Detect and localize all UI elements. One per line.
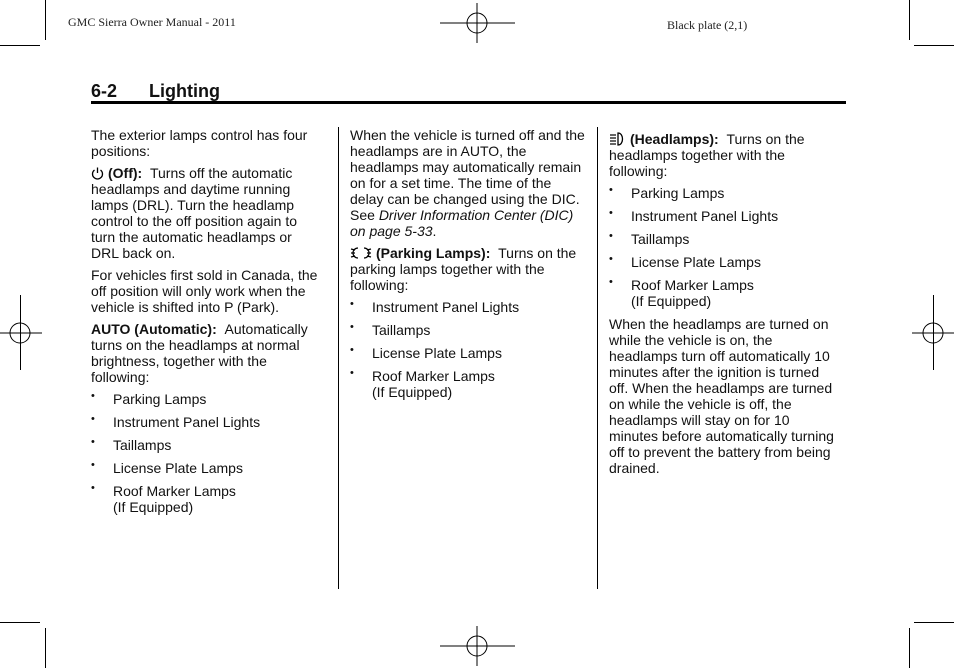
parking-lamps-icon	[350, 246, 372, 260]
dic-reference: Driver Information Center (DIC) on page 5-33	[350, 207, 574, 239]
section-heading	[91, 81, 846, 103]
column-divider	[597, 127, 598, 589]
headlamps-text: Turns on the headlamps together with the following:	[609, 131, 805, 179]
column-1	[91, 127, 323, 522]
list-item: • Roof Marker Lamps (If Equipped)	[91, 483, 323, 515]
parking-paragraph	[350, 245, 588, 293]
crop-mark	[909, 628, 910, 668]
heading-rule	[91, 101, 846, 104]
off-text: Turns off the automatic headlamps and daytime running lamps (DRL). Turn the headlamp control to the off position again to turn the automatic headlamps or DRL back on.	[91, 165, 297, 261]
plate-label: Black plate (2,1)	[667, 18, 748, 32]
column-3	[609, 127, 839, 482]
parking-lamp-list	[350, 299, 588, 400]
registration-mark-icon	[440, 626, 515, 666]
registration-mark-icon	[440, 3, 515, 43]
auto-label: AUTO (Automatic):	[91, 321, 217, 337]
crop-mark	[45, 628, 46, 668]
headlamps-paragraph	[609, 131, 839, 179]
list-item: • Parking Lamps	[91, 391, 323, 407]
auto-lamp-list	[91, 391, 323, 515]
list-item: • Instrument Panel Lights	[350, 299, 588, 315]
auto-paragraph	[91, 321, 323, 385]
off-paragraph	[91, 165, 323, 261]
manual-title: GMC Sierra Owner Manual - 2011	[68, 15, 236, 29]
period: .	[432, 223, 437, 239]
auto-off-text: When the vehicle is turned off and the headlamps are in AUTO, the headlamps may automatically remain on for a set time. The time of the delay can be changed using the DIC. See	[350, 127, 585, 223]
power-off-icon	[91, 167, 104, 180]
section-title: Lighting	[149, 81, 220, 101]
registration-mark-icon	[0, 315, 42, 351]
parking-text: Turns on the parking lamps together with the following:	[350, 245, 577, 293]
list-item: • Taillamps	[91, 437, 323, 453]
canada-paragraph: For vehicles first sold in Canada, the off position will only work when the vehicle is shifted into P (Park).	[91, 267, 318, 315]
crop-mark	[914, 622, 954, 623]
crop-mark	[914, 45, 954, 46]
off-label: (Off):	[108, 165, 143, 181]
crop-mark	[909, 0, 910, 40]
headlamp-list	[609, 185, 839, 309]
list-item: • License Plate Lamps	[609, 254, 839, 270]
registration-mark-icon	[912, 315, 954, 351]
list-item: • License Plate Lamps	[350, 345, 588, 361]
parking-label: (Parking Lamps):	[376, 245, 491, 261]
column-divider	[338, 127, 339, 589]
list-item: • Parking Lamps	[609, 185, 839, 201]
list-item: • Instrument Panel Lights	[91, 414, 323, 430]
list-item: • Instrument Panel Lights	[609, 208, 839, 224]
crop-mark	[45, 0, 46, 40]
headlamp-timer-note: When the headlamps are turned on while the vehicle is on, the headlamps turn off automatically 10 minutes after the ignition is turned off. When the headlamps are turned on while the vehicle is off, the headlamps will stay on for 10 minutes before automatically turning off to prevent the battery from being drained.	[609, 316, 834, 476]
headlamps-label: (Headlamps):	[630, 131, 719, 147]
list-item: • License Plate Lamps	[91, 460, 323, 476]
list-item: • Taillamps	[609, 231, 839, 247]
auto-text: Automatically turns on the headlamps at normal brightness, together with the following:	[91, 321, 308, 385]
list-item: • Taillamps	[350, 322, 588, 338]
list-item: • Roof Marker Lamps (If Equipped)	[609, 277, 839, 309]
intro-paragraph: The exterior lamps control has four positions:	[91, 127, 308, 159]
crop-mark	[0, 622, 40, 623]
crop-mark	[0, 45, 40, 46]
auto-off-paragraph	[350, 127, 588, 239]
section-number: 6-2	[91, 81, 118, 101]
headlamps-icon	[609, 132, 626, 146]
list-item: • Roof Marker Lamps (If Equipped)	[350, 368, 588, 400]
column-2	[350, 127, 588, 407]
